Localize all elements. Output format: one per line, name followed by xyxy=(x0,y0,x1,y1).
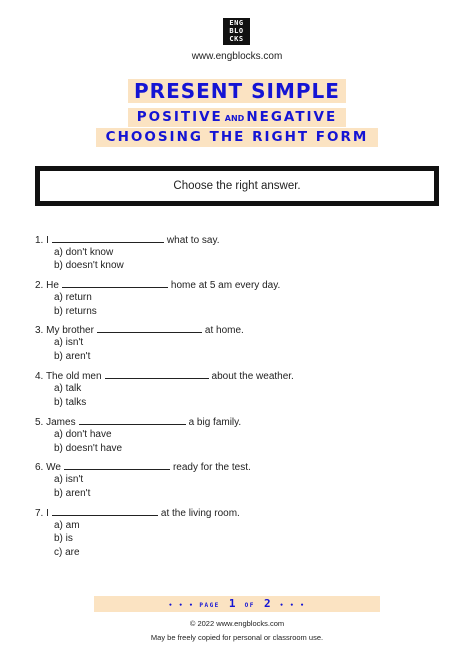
question-stem-end: home at 5 am every day. xyxy=(170,280,281,291)
instructions-box xyxy=(35,166,439,206)
question-6 xyxy=(35,460,251,473)
worksheet-subtitle xyxy=(128,108,346,127)
question-stem-start: I xyxy=(46,508,49,519)
answer-blank[interactable] xyxy=(52,506,158,516)
option-6a[interactable]: a) isn't xyxy=(54,474,84,485)
worksheet-topic: CHOOSING THE RIGHT FORM xyxy=(96,128,378,147)
question-stem-end: ready for the test. xyxy=(172,462,251,473)
option-6b[interactable]: b) aren't xyxy=(54,488,91,499)
logo-line-3: CKS xyxy=(229,35,244,43)
question-stem-start: My brother xyxy=(46,325,94,336)
footer-dots-left: • • • xyxy=(168,602,195,609)
answer-blank[interactable] xyxy=(52,233,164,243)
option-4b[interactable]: b) talks xyxy=(54,397,87,408)
copyright-text: © 2022 www.engblocks.com xyxy=(189,619,285,628)
question-3 xyxy=(35,323,244,336)
question-stem-end: about the weather. xyxy=(211,371,294,382)
option-1a[interactable]: a) don't know xyxy=(54,247,114,258)
subtitle-positive: POSITIVE xyxy=(136,109,223,125)
option-7b[interactable]: b) is xyxy=(54,533,73,544)
question-number: 6. xyxy=(35,462,44,473)
answer-blank[interactable] xyxy=(64,460,170,470)
question-stem-start: The old men xyxy=(45,371,102,382)
page-indicator xyxy=(94,596,380,612)
question-2 xyxy=(35,278,280,291)
question-stem-end: what to say. xyxy=(166,235,220,246)
license-text: May be freely copied for personal or classroom use. xyxy=(150,633,324,642)
logo-line-1: ENG xyxy=(229,19,244,27)
question-number: 2. xyxy=(35,280,44,291)
question-number: 1. xyxy=(35,235,44,246)
option-5b[interactable]: b) doesn't have xyxy=(54,443,123,454)
question-5 xyxy=(35,415,241,428)
page-total: 2 xyxy=(264,597,271,610)
question-4 xyxy=(35,369,294,382)
question-stem-start: I xyxy=(46,235,49,246)
question-stem-start: He xyxy=(46,280,59,291)
answer-blank[interactable] xyxy=(97,323,202,333)
instructions-text: Choose the right answer. xyxy=(173,180,301,192)
subtitle-negative: NEGATIVE xyxy=(246,109,338,125)
site-url: www.engblocks.com xyxy=(191,51,283,62)
question-7 xyxy=(35,506,240,519)
option-2a[interactable]: a) return xyxy=(54,292,92,303)
option-3b[interactable]: b) aren't xyxy=(54,351,91,362)
question-stem-end: a big family. xyxy=(188,417,242,428)
question-number: 5. xyxy=(35,417,44,428)
footer-dots-right: • • • xyxy=(279,602,306,609)
question-1 xyxy=(35,233,220,246)
question-stem-start: We xyxy=(46,462,61,473)
of-word: OF xyxy=(244,602,255,609)
page-number: 1 xyxy=(228,597,236,610)
option-5a[interactable]: a) don't have xyxy=(54,429,112,440)
answer-blank[interactable] xyxy=(105,369,209,379)
logo-line-2: BLO xyxy=(229,27,244,35)
answer-blank[interactable] xyxy=(79,415,186,425)
question-stem-end: at home. xyxy=(204,325,244,336)
option-3a[interactable]: a) isn't xyxy=(54,337,84,348)
question-stem-end: at the living room. xyxy=(160,508,240,519)
page-word: PAGE xyxy=(199,602,220,609)
option-7a[interactable]: a) am xyxy=(54,520,80,531)
option-2b[interactable]: b) returns xyxy=(54,306,97,317)
subtitle-and: AND xyxy=(224,114,245,123)
answer-blank[interactable] xyxy=(62,278,168,288)
option-4a[interactable]: a) talk xyxy=(54,383,82,394)
option-1b[interactable]: b) doesn't know xyxy=(54,260,124,271)
engblocks-logo xyxy=(223,18,250,45)
question-number: 4. xyxy=(35,371,44,382)
question-stem-start: James xyxy=(46,417,76,428)
question-number: 7. xyxy=(35,508,44,519)
question-number: 3. xyxy=(35,325,44,336)
worksheet-title: PRESENT SIMPLE xyxy=(128,79,346,103)
option-7c[interactable]: c) are xyxy=(54,547,80,558)
